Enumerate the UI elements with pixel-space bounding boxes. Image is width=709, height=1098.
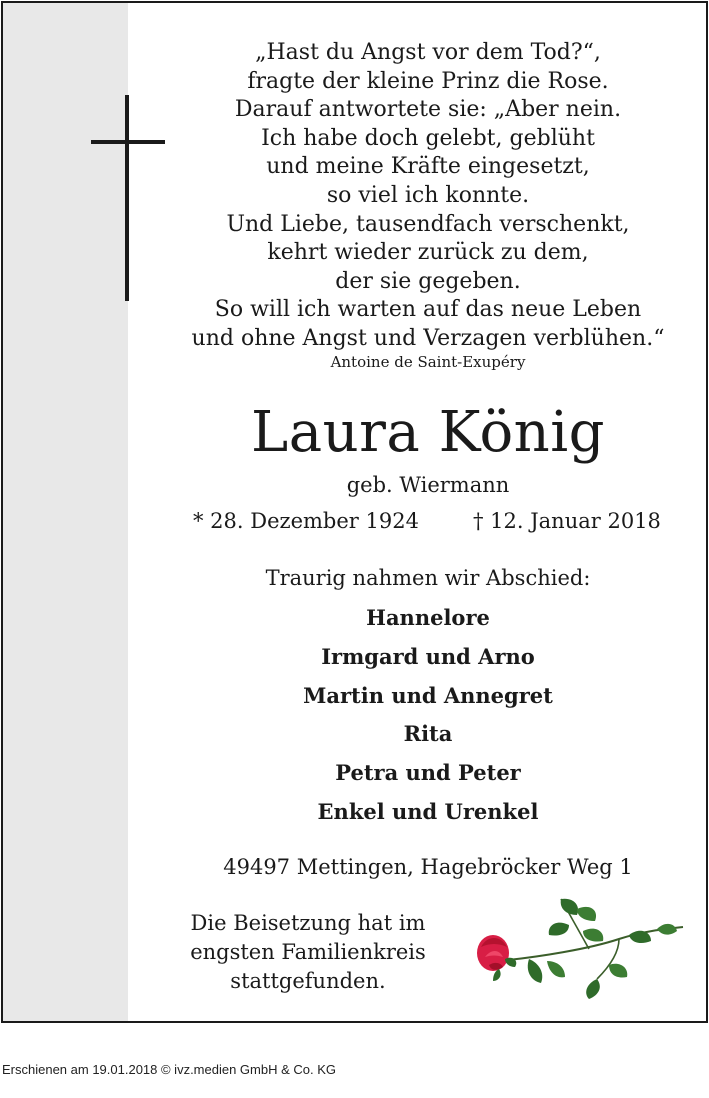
poem-line: Darauf antwortete sie: „Aber nein. bbox=[234, 97, 622, 123]
poem-line: Und Liebe, tausendfach verschenkt, bbox=[226, 211, 630, 237]
poem-line: fragte der kleine Prinz die Rose. bbox=[247, 68, 609, 94]
poem-line: Ich habe doch gelebt, geblüht bbox=[261, 125, 595, 151]
poem-attribution: Antoine de Saint-Exupéry bbox=[330, 353, 526, 371]
death-date: † 12. Januar 2018 bbox=[473, 509, 661, 533]
burial-note-line: engsten Familienkreis bbox=[190, 940, 426, 964]
maiden-name: geb. Wiermann bbox=[346, 473, 510, 497]
poem-line: So will ich warten auf das neue Leben bbox=[214, 297, 642, 323]
deceased-name: Laura König bbox=[251, 400, 605, 465]
poem bbox=[143, 39, 708, 354]
mourner-name: Enkel und Urenkel bbox=[317, 798, 539, 824]
mourner-name: Rita bbox=[403, 721, 453, 747]
mourner-name: Martin und Annegret bbox=[303, 682, 553, 708]
poem-line: kehrt wieder zurück zu dem, bbox=[267, 240, 589, 266]
mourners-list bbox=[143, 599, 708, 832]
mourner-name: Hannelore bbox=[366, 605, 490, 630]
publication-footer: Erschienen am 19.01.2018 © ivz.medien GmbH & Co. KG bbox=[2, 1062, 337, 1077]
poem-line: und meine Kräfte eingesetzt, bbox=[266, 154, 590, 180]
poem-line: „Hast du Angst vor dem Tod?“, bbox=[255, 40, 601, 65]
mourner-name: Petra und Peter bbox=[335, 760, 521, 786]
poem-line: so viel ich konnte. bbox=[326, 182, 530, 208]
poem-line: der sie gegeben. bbox=[335, 268, 521, 294]
life-dates bbox=[3, 507, 708, 535]
obituary-notice bbox=[1, 1, 708, 1023]
burial-note-line: Die Beisetzung hat im bbox=[190, 911, 426, 935]
mourner-name: Irmgard und Arno bbox=[321, 643, 535, 669]
mourners-intro: Traurig nahmen wir Abschied: bbox=[265, 566, 591, 590]
burial-note bbox=[163, 909, 453, 996]
birth-date: * 28. Dezember 1924 bbox=[193, 509, 419, 533]
poem-line: und ohne Angst und Verzagen verblühen.“ bbox=[191, 325, 665, 351]
family-address: 49497 Mettingen, Hagebröcker Weg 1 bbox=[223, 855, 633, 879]
rose-icon bbox=[469, 891, 689, 1001]
burial-note-line: stattgefunden. bbox=[230, 969, 386, 993]
